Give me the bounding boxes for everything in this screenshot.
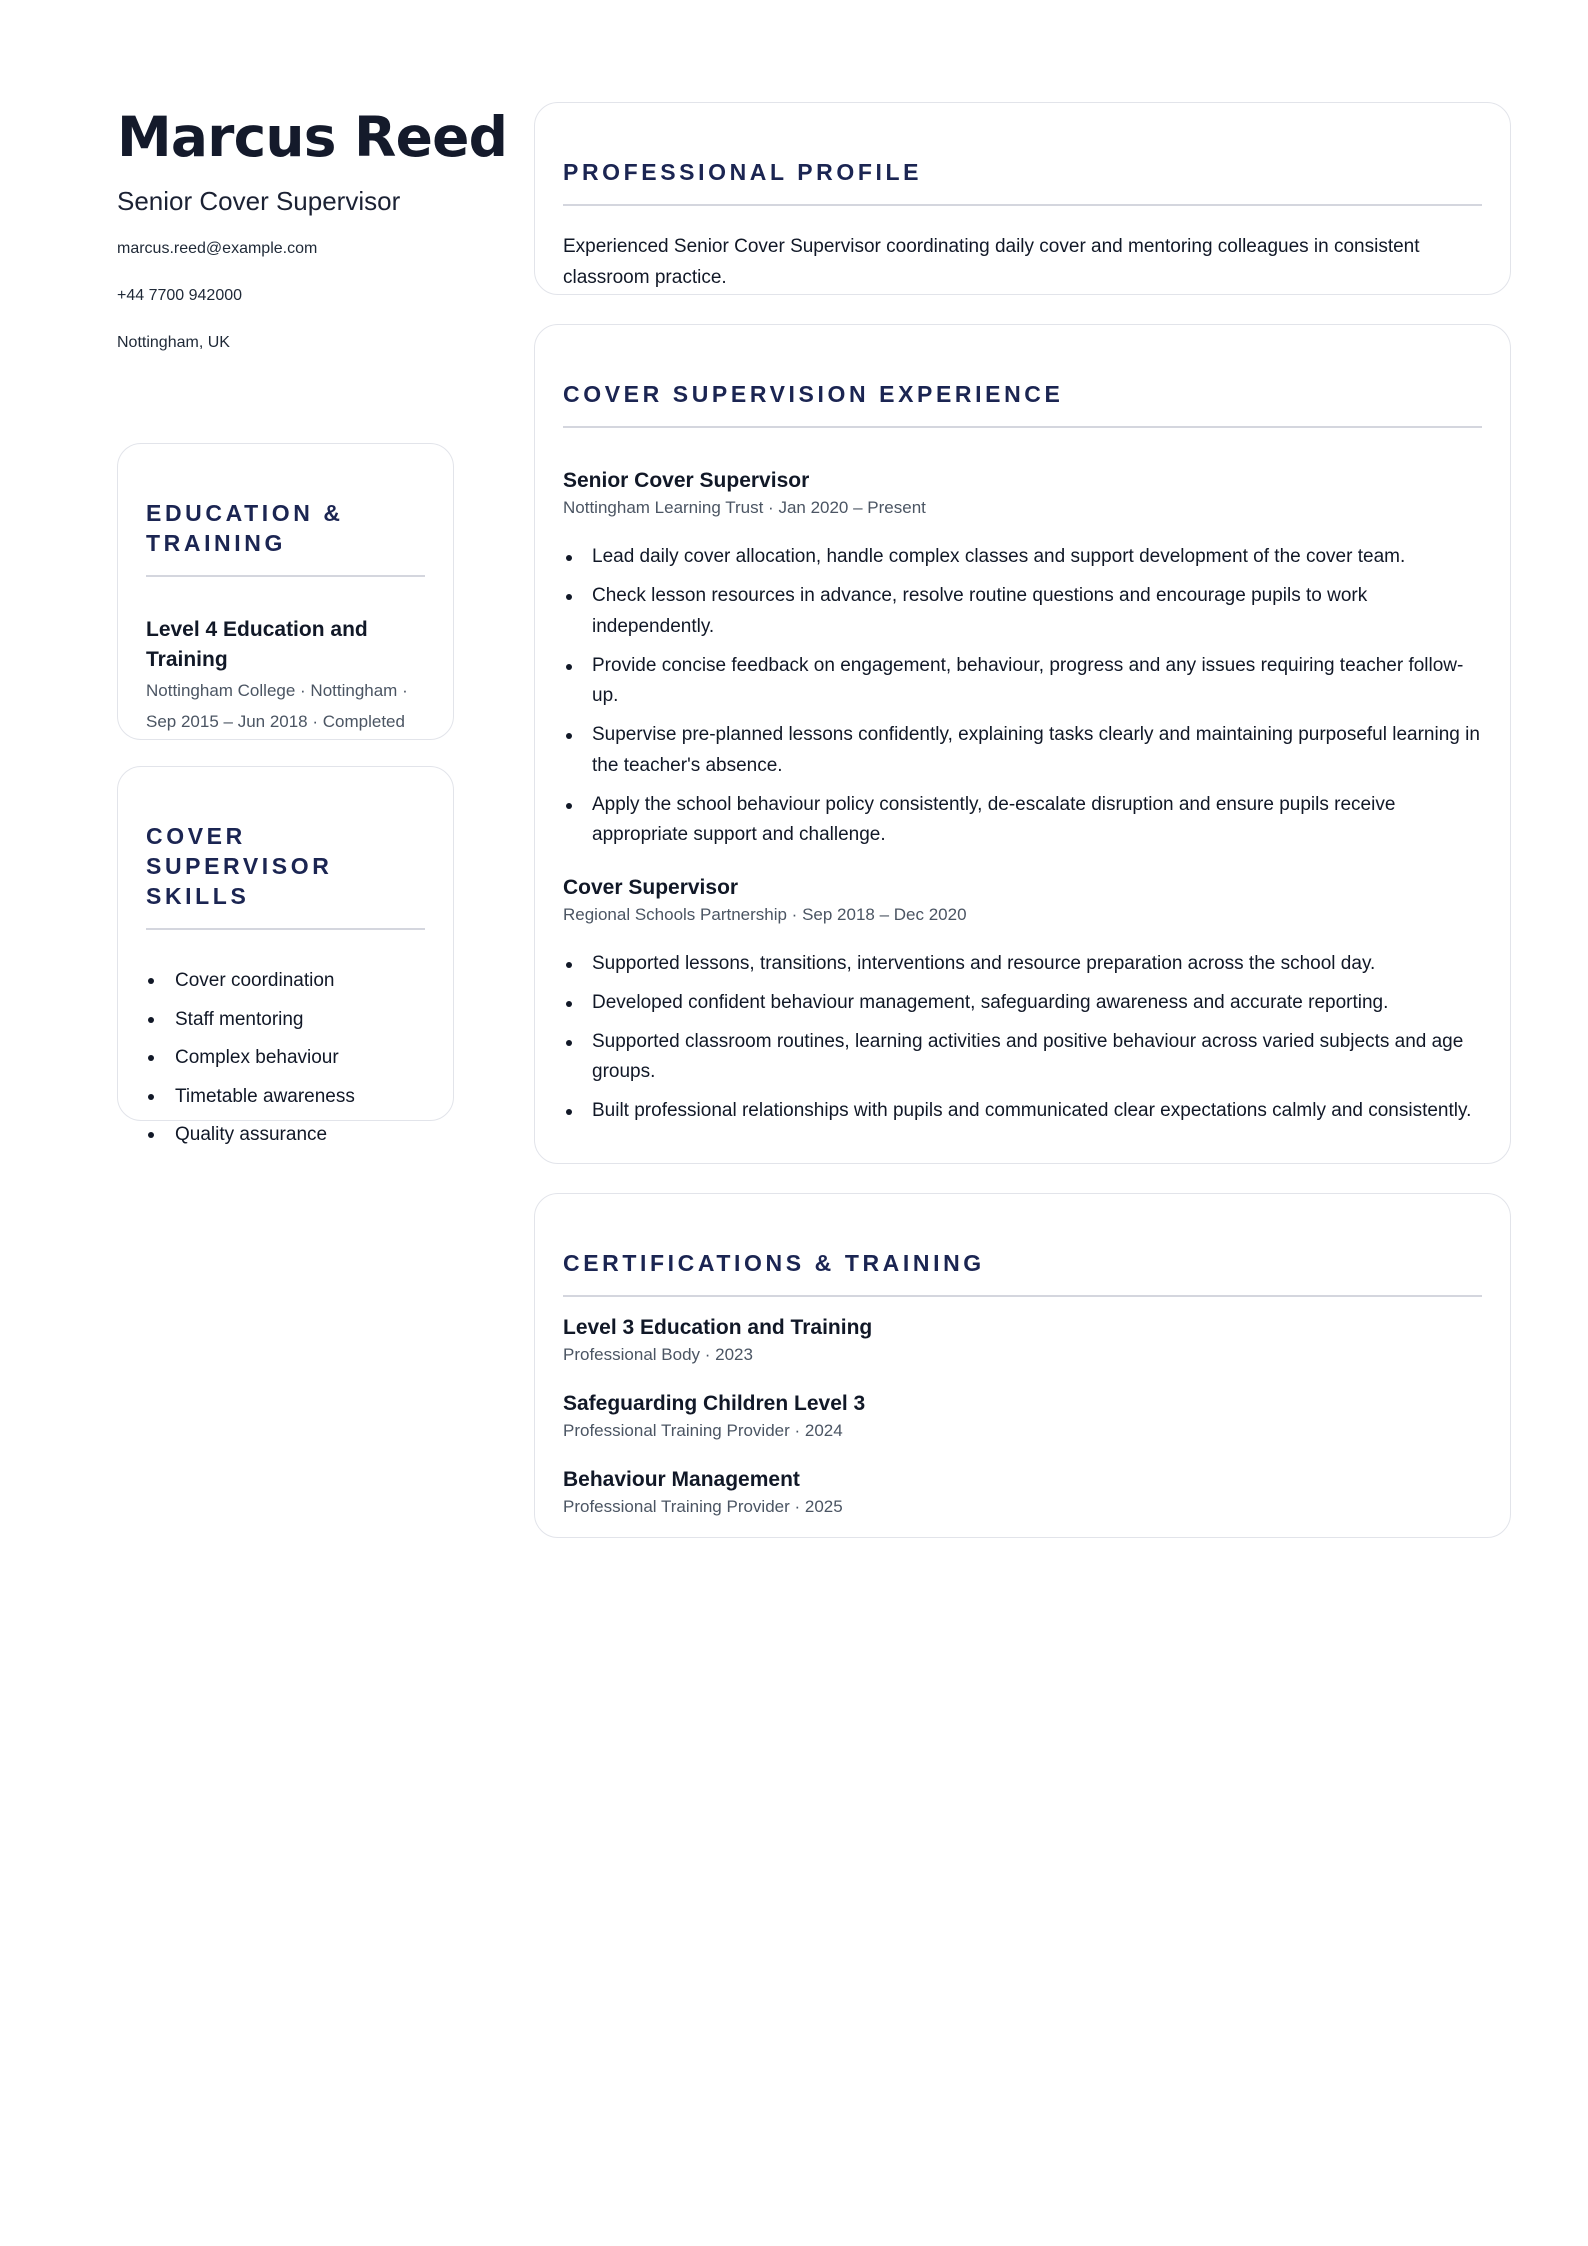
- section-title: COVER SUPERVISION EXPERIENCE: [563, 381, 1064, 407]
- sidebar: [117, 102, 508, 379]
- job-title: Senior Cover Supervisor: [117, 186, 401, 216]
- section-divider: [563, 426, 1482, 428]
- contact-email[interactable]: marcus.reed@example.com: [117, 240, 318, 257]
- certification-meta: Professional Training Provider · 2024: [563, 1421, 843, 1440]
- job-position: Senior Cover Supervisor: [563, 469, 810, 492]
- section-title: CERTIFICATIONS & TRAINING: [563, 1250, 985, 1276]
- section-divider: [563, 204, 1482, 206]
- job-entry: [563, 466, 1482, 851]
- job-bullet: Supported classroom routines, learning activities and positive behaviour across varied subjects and age groups.: [563, 1027, 1482, 1088]
- experience-section: [534, 324, 1511, 1164]
- skill-item: Quality assurance: [146, 1116, 425, 1155]
- job-entry: [563, 873, 1482, 1127]
- certification-meta: Professional Body · 2023: [563, 1345, 753, 1364]
- skill-item: Complex behaviour: [146, 1039, 425, 1078]
- contact-phone[interactable]: +44 7700 942000: [117, 287, 243, 304]
- certification-name: Behaviour Management: [563, 1468, 800, 1491]
- certification-meta: Professional Training Provider · 2025: [563, 1497, 843, 1516]
- skill-item: Timetable awareness: [146, 1078, 425, 1117]
- job-bullet: Provide concise feedback on engagement, behaviour, progress and any issues requiring teacher follow-up.: [563, 651, 1482, 712]
- section-divider: [146, 928, 425, 930]
- certification-item: [563, 1313, 1482, 1367]
- education-item: [146, 615, 425, 737]
- profile-section: [534, 102, 1511, 295]
- contact-location: Nottingham, UK: [117, 334, 230, 351]
- section-divider: [146, 575, 425, 577]
- certifications-section: [534, 1193, 1511, 1538]
- job-bullet: Lead daily cover allocation, handle complex classes and support development of the cover team.: [563, 542, 1482, 573]
- skill-item: Staff mentoring: [146, 1001, 425, 1040]
- skill-item: Cover coordination: [146, 962, 425, 1001]
- section-title: PROFESSIONAL PROFILE: [563, 159, 923, 185]
- job-bullet: Apply the school behaviour policy consistently, de-escalate disruption and ensure pupils receive appropriate support and challenge.: [563, 790, 1482, 851]
- education-section: [117, 443, 454, 740]
- skills-list: [146, 962, 425, 1155]
- job-bullets: [563, 542, 1482, 851]
- job-bullet: Built professional relationships with pupils and communicated clear expectations calmly and consistently.: [563, 1096, 1482, 1127]
- certification-item: [563, 1389, 1482, 1443]
- job-meta: Regional Schools Partnership · Sep 2018 – Dec 2020: [563, 904, 967, 924]
- job-position: Cover Supervisor: [563, 875, 739, 899]
- job-meta: Nottingham Learning Trust · Jan 2020 – Present: [563, 498, 926, 517]
- job-bullet: Supported lessons, transitions, interventions and resource preparation across the school day.: [563, 949, 1482, 980]
- education-meta: Nottingham College · Nottingham · Sep 2015 – Jun 2018 · Completed: [146, 681, 408, 731]
- section-divider: [563, 1295, 1482, 1297]
- certification-list: [563, 1313, 1482, 1519]
- certification-name: Safeguarding Children Level 3: [563, 1392, 866, 1415]
- education-name: Level 4 Education and Training: [146, 618, 368, 671]
- certification-name: Level 3 Education and Training: [563, 1316, 873, 1339]
- job-bullet: Supervise pre-planned lessons confidently, explaining tasks clearly and maintaining purposeful learning in the teacher's absence.: [563, 720, 1482, 781]
- contact-list: [117, 238, 454, 354]
- job-bullet: Developed confident behaviour management, safeguarding awareness and accurate reporting.: [563, 988, 1482, 1019]
- certification-item: [563, 1465, 1482, 1519]
- candidate-name: Marcus Reed: [117, 105, 508, 169]
- skills-section: [117, 766, 454, 1145]
- profile-summary: Experienced Senior Cover Supervisor coordinating daily cover and mentoring colleagues in consistent classroom practice.: [563, 236, 1420, 288]
- section-title: COVER SUPERVISOR SKILLS: [146, 823, 333, 909]
- job-bullet: Check lesson resources in advance, resolve routine questions and encourage pupils to work independently.: [563, 581, 1482, 642]
- job-bullets: [563, 949, 1482, 1127]
- section-title: EDUCATION & TRAINING: [146, 500, 344, 556]
